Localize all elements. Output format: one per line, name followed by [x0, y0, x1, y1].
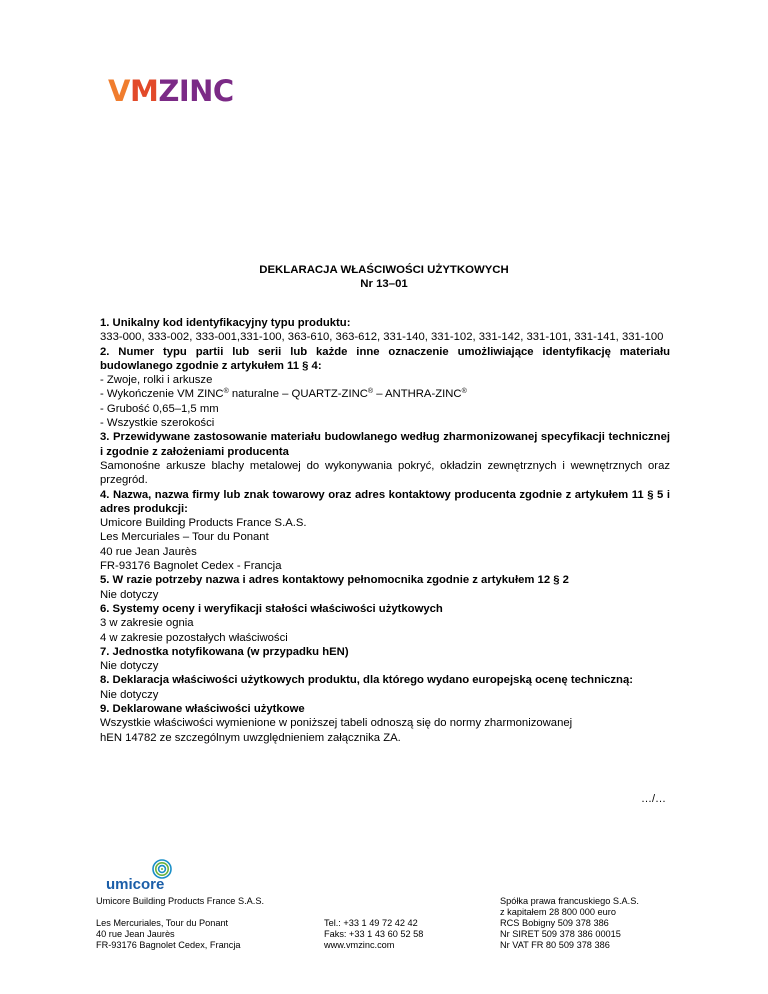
umicore-logo: [104, 858, 196, 892]
section-5-heading: 5. W razie potrzeby nazwa i adres kontaktowy pełnomocnika zgodnie z artykułem 12 § 2: [100, 574, 569, 587]
logo-letter-v: V: [108, 74, 130, 106]
vmzinc-logo: [108, 74, 248, 106]
manufacturer-address-line: Les Mercuriales – Tour du Ponant: [100, 531, 269, 544]
manufacturer-address-line: FR-93176 Bagnolet Cedex - Francja: [100, 560, 282, 573]
finish-vmzinc: - Wykończenie VM ZINC: [100, 388, 224, 401]
section-2-line-2: [100, 387, 670, 401]
footer-legal-line: z kapitałem 28 800 000 euro: [500, 907, 616, 917]
section-8-heading: 8. Deklaracja właściwości użytkowych produktu, dla którego wydano europejską ocenę techniczną:: [100, 674, 634, 687]
section-3-heading: 3. Przewidywane zastosowanie materiału budowlanego według zharmonizowanej specyfikacji technicznej i zgodnie z założeniami producenta: [100, 431, 670, 458]
section-2-line-3: - Grubość 0,65–1,5 mm: [100, 402, 219, 415]
logo-letters-zinc: ZINC: [158, 74, 234, 106]
logo-letter-m: M: [129, 74, 159, 106]
section-7-heading: 7. Jednostka notyfikowana (w przypadku hEN): [100, 645, 349, 658]
footer-right: [500, 896, 639, 951]
section-9-line: hEN 14782 ze szczególnym uwzględnieniem załącznika ZA.: [100, 731, 401, 744]
section-8-body: Nie dotyczy: [100, 688, 159, 701]
footer-phone: Tel.: +33 1 49 72 42 42: [324, 918, 418, 928]
section-3-body: Samonośne arkusze blachy metalowej do wykonywania pokryć, okładzin zewnętrznych i wewnętrznych oraz przegród.: [100, 459, 670, 487]
registered-mark: ®: [367, 388, 374, 396]
footer-address-line: FR-93176 Bagnolet Cedex, Francja: [96, 940, 241, 950]
manufacturer-name: Umicore Building Products France S.A.S.: [100, 517, 307, 530]
page-continuation-mark: …/…: [640, 793, 666, 805]
footer-address-line: 40 rue Jean Jaurès: [96, 929, 175, 939]
footer-fax: Faks: +33 1 43 60 52 58: [324, 929, 424, 939]
footer-address-line: Les Mercuriales, Tour du Ponant: [96, 918, 229, 928]
manufacturer-address-line: 40 rue Jean Jaurès: [100, 545, 197, 558]
section-9-heading: 9. Deklarowane właściwości użytkowe: [100, 703, 305, 716]
section-9-line: Wszystkie właściwości wymienione w poniższej tabeli odnoszą się do normy zharmonizowanej: [100, 717, 573, 730]
footer-website: www.vmzinc.com: [324, 940, 395, 950]
section-4-heading: 4. Nazwa, nazwa firmy lub znak towarowy oraz adres kontaktowy producenta zgodnie z artykułem 11 § 5 i adres produkcji:: [100, 488, 670, 515]
footer-left: [96, 896, 264, 951]
section-2-line-1: - Zwoje, rolki i arkusze: [100, 374, 213, 387]
section-2-line-4: - Wszystkie szerokości: [100, 417, 215, 430]
section-1-heading: 1. Unikalny kod identyfikacyjny typu produktu:: [100, 317, 351, 329]
section-1-codes: 333-000, 333-002, 333-001,331-100, 363-610, 363-612, 331-140, 331-102, 331-142, 331-101, 331-141, 331-100: [100, 331, 664, 344]
declaration-content: [100, 316, 670, 745]
vmzinc-logo-graphic: [108, 74, 248, 106]
section-5-body: Nie dotyczy: [100, 588, 159, 601]
registered-mark: ®: [461, 388, 467, 396]
footer-legal-line: Nr SIRET 509 378 386 00015: [500, 929, 621, 939]
document-title: DEKLARACJA WŁAŚCIWOŚCI UŻYTKOWYCH: [259, 264, 509, 276]
section-7-body: Nie dotyczy: [100, 660, 159, 673]
section-6-line: 4 w zakresie pozostałych właściwości: [100, 631, 288, 644]
section-2-heading: 2. Numer typu partii lub serii lub każde inne oznaczenie umożliwiające identyfikację materiału budowlanego zgodnie z artykułem 11 § 4:: [100, 345, 670, 372]
footer-company-name: Umicore Building Products France S.A.S.: [96, 896, 264, 906]
document-number: Nr 13–01: [360, 278, 408, 290]
footer-middle: [324, 918, 423, 951]
finish-anthra: – ANTHRA-ZINC: [373, 388, 462, 401]
section-6-line: 3 w zakresie ognia: [100, 617, 194, 630]
footer-legal-line: RCS Bobigny 509 378 386: [500, 918, 609, 928]
section-6-heading: 6. Systemy oceny i weryfikacji stałości właściwości użytkowych: [100, 602, 443, 615]
footer-legal-line: Spółka prawa francuskiego S.A.S.: [500, 896, 639, 906]
umicore-wordmark: umicore: [106, 876, 165, 892]
registered-mark: ®: [223, 388, 229, 396]
footer-legal-line: Nr VAT FR 80 509 378 386: [500, 940, 610, 950]
svg-text:VMZINC: [108, 74, 234, 106]
umicore-logo-graphic: [104, 858, 196, 892]
finish-quartz: naturalne – QUARTZ-ZINC: [228, 388, 368, 401]
